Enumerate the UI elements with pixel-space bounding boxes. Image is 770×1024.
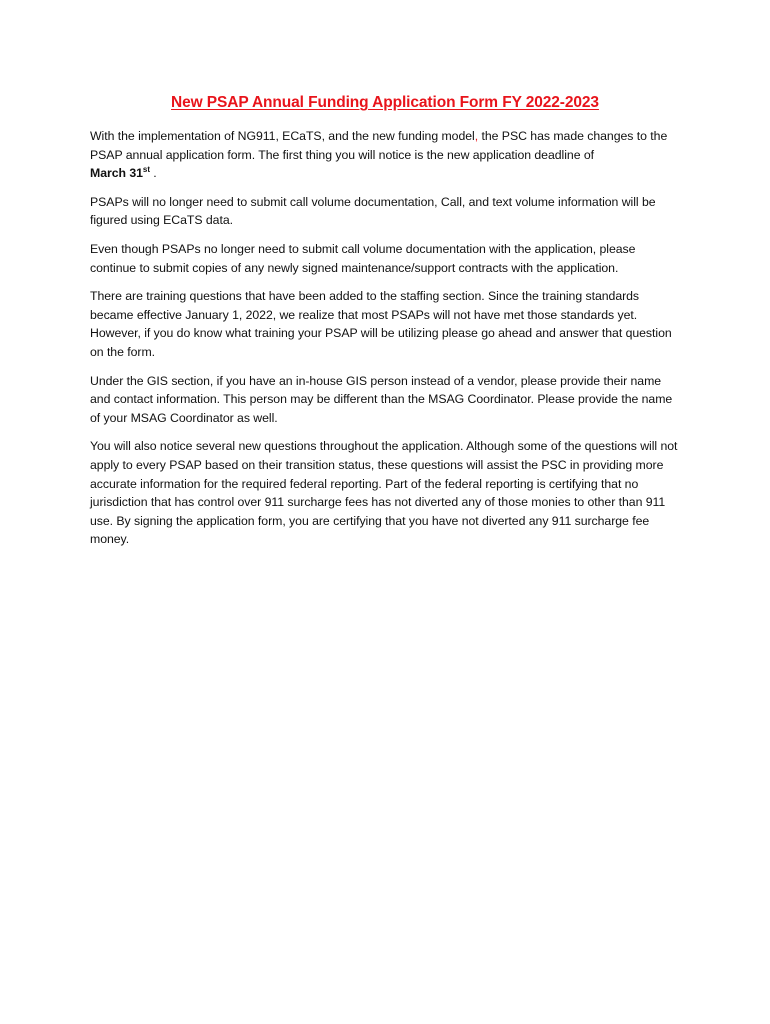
paragraph-deadline-comma: , [474, 129, 479, 143]
paragraph-federal-reporting: You will also notice several new questions throughout the application. Although some of the questions will not apply to every PSAP based on their transition status, these questions will assist the PSC in providing more accurate information for the required federal reporting. Part of the federal reporting is certifying that no jurisdiction that has control over 911 surcharge fees has not diverted any of those monies to other than 911 use. By signing the application form, you are certifying that you have not diverted any 911 surcharge fee money. [90, 439, 678, 547]
deadline-date-text: March 31 [90, 166, 143, 181]
document-title: New PSAP Annual Funding Application Form FY 2022-2023 [171, 94, 599, 111]
paragraph-deadline-text-1: With the implementation of NG911, ECaTS, and the new funding model [90, 129, 475, 143]
paragraph-deadline-text-2: the PSC has made changes to the PSAP annual application form. The first thing you will notice is the new application deadline of [90, 129, 668, 162]
paragraph-training: There are training questions that have been added to the staffing section. Since the training standards became effective January 1, 2022, we realize that most PSAPs will not have met those standards yet. However, if you do know what training your PSAP will be utilizing please go ahead and answer that question on the form. [90, 289, 672, 359]
paragraph-gis: Under the GIS section, if you have an in-house GIS person instead of a vendor, please provide their name and contact information. This person may be different than the MSAG Coordinator. Please provide the name of your MSAG Coordinator as well. [90, 373, 673, 425]
deadline-date [90, 166, 150, 180]
paragraph-contracts: Even though PSAPs no longer need to submit call volume documentation with the application, please continue to submit copies of any newly signed maintenance/support contracts with the application. [90, 241, 636, 275]
paragraph-deadline [90, 127, 680, 183]
paragraph-deadline-end: . [149, 166, 157, 181]
paragraph-call-volume: PSAPs will no longer need to submit call volume documentation, Call, and text volume information will be figured using ECaTS data. [90, 194, 656, 228]
deadline-date-suffix: st [142, 165, 150, 175]
document-body [90, 127, 680, 559]
